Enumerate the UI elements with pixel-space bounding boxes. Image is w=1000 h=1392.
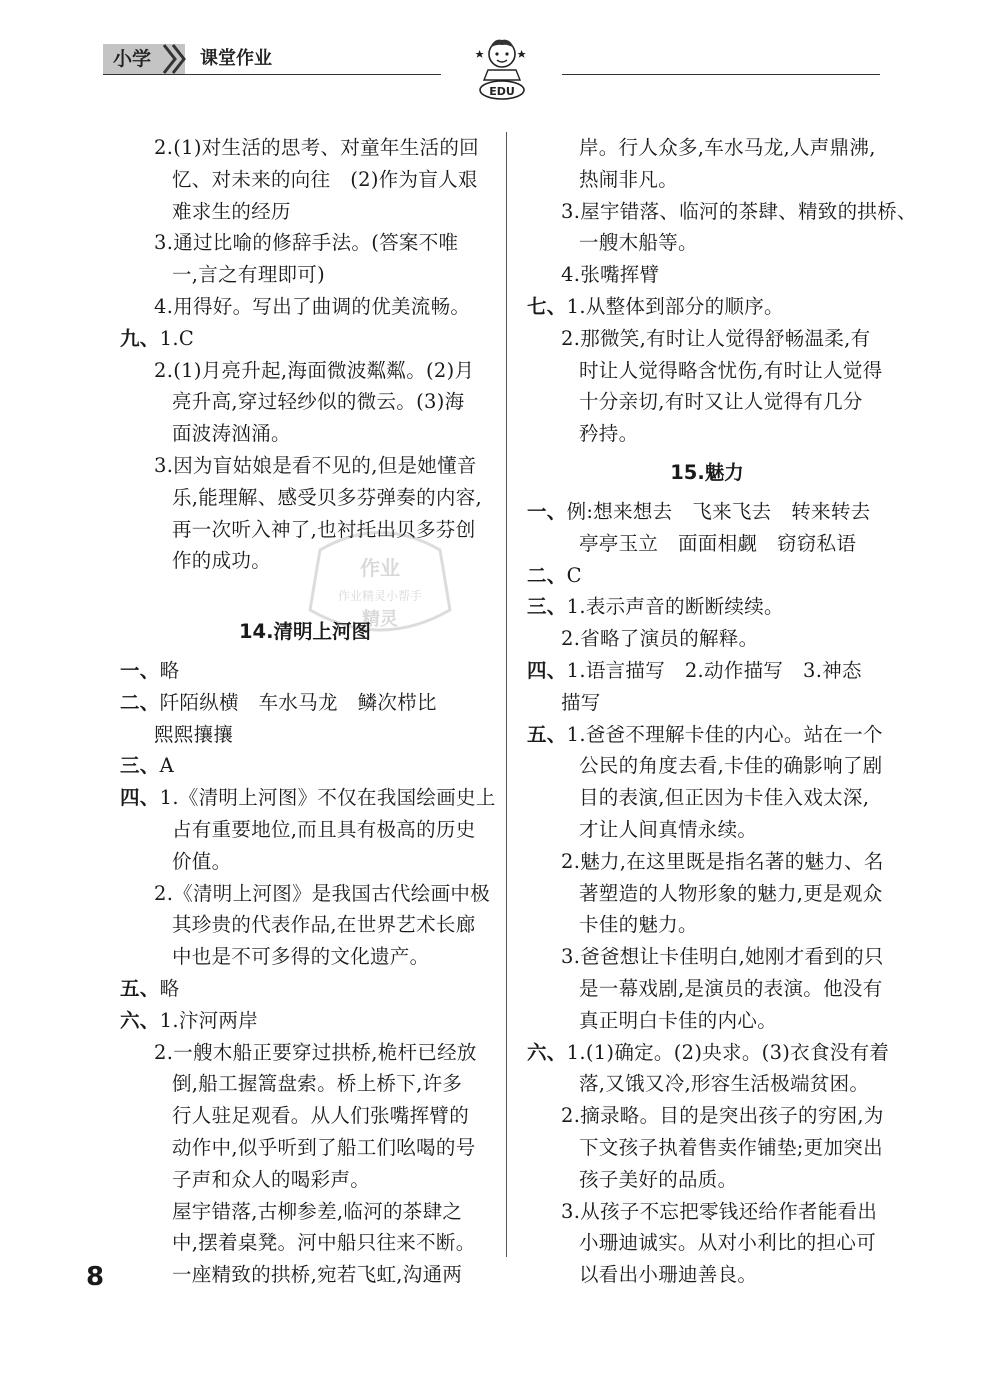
watermark-line2: 作业精灵小帮手 xyxy=(337,589,423,603)
answer-line: 以看出小珊迪善良。 xyxy=(579,1263,758,1287)
watermark-line3: 精灵 xyxy=(362,609,398,630)
answer-line: 3.爸爸想让卡佳明白,她刚才看到的只 xyxy=(561,945,884,969)
answer-line: 动作中,似乎听到了船工们吆喝的号 xyxy=(172,1135,476,1159)
answer-line: 四、1.语言描写 2.动作描写 3.神态 xyxy=(527,658,862,682)
answer-line: 三、1.表示声音的断断续续。 xyxy=(527,595,784,619)
answer-line: 九、1.C xyxy=(120,326,195,350)
answer-line: 著塑造的人物形象的魅力,更是观众 xyxy=(579,881,883,905)
answer-line: 行人驻足观看。从人们张嘴挥臂的 xyxy=(172,1104,470,1128)
answer-line: 2.(1)月亮升起,海面微波粼粼。(2)月 xyxy=(154,358,475,382)
answer-line: 一,言之有理即可) xyxy=(172,263,326,287)
section-marker: 五、 xyxy=(120,976,160,1000)
section-marker: 三、 xyxy=(527,595,567,619)
answer-line: 2.一艘木船正要穿过拱桥,桅杆已经放 xyxy=(154,1040,477,1064)
answer-line: 3.通过比喻的修辞手法。(答案不唯 xyxy=(154,231,459,255)
section-marker: 五、 xyxy=(527,722,567,746)
answer-line: 目的表演,但正因为卡佳入戏太深, xyxy=(579,786,870,810)
answer-line: 落,又饿又冷,形容生活极端贫困。 xyxy=(579,1072,870,1096)
section-marker: 六、 xyxy=(527,1040,567,1064)
answer-line: 二、阡陌纵横 车水马龙 鳞次栉比 xyxy=(120,690,437,714)
answer-line: 六、1.汴河两岸 xyxy=(120,1008,259,1032)
answer-line: 一、例:想来想去 飞来飞去 转来转去 xyxy=(527,499,871,523)
section-title: 15.魅力 xyxy=(670,460,744,484)
answer-line: 五、1.爸爸不理解卡佳的内心。站在一个 xyxy=(527,722,883,746)
watermark-line1: 作业 xyxy=(360,556,400,580)
answer-line: 2.(1)对生活的思考、对童年生活的回 xyxy=(154,136,479,159)
answer-line: 亮升高,穿过轻纱似的微云。(3)海 xyxy=(172,390,465,414)
answer-line: 3.因为盲姑娘是看不见的,但是她懂音 xyxy=(154,453,477,477)
answer-line: 4.张嘴挥臂 xyxy=(561,263,660,287)
answer-line: 占有重要地位,而且具有极高的历史 xyxy=(172,817,476,841)
section-marker: 七、 xyxy=(527,294,567,318)
column-divider xyxy=(506,132,507,1257)
answer-line: 再一次听入神了,也衬托出贝多芬创 xyxy=(172,517,476,541)
section-marker: 六、 xyxy=(120,1008,160,1032)
answer-line: 孩子美好的品质。 xyxy=(579,1167,738,1191)
answer-line: 时让人觉得略含忧伤,有时让人觉得 xyxy=(579,358,883,382)
book-title: 课堂作业 xyxy=(200,48,272,69)
section-marker: 一、 xyxy=(120,658,160,682)
answer-line: 公民的角度去看,卡佳的确影响了剧 xyxy=(579,754,883,778)
answer-line: 是一幕戏剧,是演员的表演。他没有 xyxy=(579,976,883,1000)
answer-line: 倒,船工握篙盘索。桥上桥下,许多 xyxy=(172,1072,463,1096)
answer-line: 一座精致的拱桥,宛若飞虹,沟通两 xyxy=(172,1263,463,1287)
answer-line: 才让人间真情永续。 xyxy=(579,817,758,841)
chevron-icon xyxy=(160,42,190,76)
mascot-icon xyxy=(474,36,530,102)
answer-line xyxy=(120,577,490,609)
right-column xyxy=(527,132,917,1291)
answer-line: 真正明白卡佳的内心。 xyxy=(579,1008,778,1032)
answer-line: 子声和众人的喝彩声。 xyxy=(172,1167,371,1191)
answer-line: 屋宇错落,古柳参差,临河的茶肆之 xyxy=(172,1199,463,1223)
answer-line: 六、1.(1)确定。(2)央求。(3)衣食没有着 xyxy=(527,1040,890,1064)
answer-line: 二、C xyxy=(527,563,582,587)
left-column xyxy=(120,132,496,1291)
section-marker: 九、 xyxy=(120,326,160,350)
answer-line: 中也是不可多得的文化遗产。 xyxy=(172,945,430,969)
answer-line: 小珊迪诚实。从对小利比的担心可 xyxy=(579,1231,877,1255)
answer-line: 面波涛汹涌。 xyxy=(172,422,291,446)
answer-line: 2.《清明上河图》是我国古代绘画中极 xyxy=(154,881,491,905)
header-rule-right xyxy=(562,74,880,75)
answer-line: 作的成功。 xyxy=(172,549,272,573)
section-marker: 二、 xyxy=(120,690,160,714)
answer-line: 下文孩子执着售卖作铺垫;更加突出 xyxy=(579,1135,883,1159)
section-marker: 四、 xyxy=(527,658,567,682)
section-marker: 一、 xyxy=(527,499,567,523)
answer-line: 三、A xyxy=(120,754,174,778)
answer-line: 中,摆着桌凳。河中船只往来不断。 xyxy=(172,1231,476,1255)
answer-line: 一、略 xyxy=(120,658,180,682)
answer-line: 七、1.从整体到部分的顺序。 xyxy=(527,294,784,318)
page-number: 8 xyxy=(86,1262,105,1292)
answer-line: 岸。行人众多,车水马龙,人声鼎沸, xyxy=(579,136,876,159)
answer-line: 亭亭玉立 面面相觑 窃窃私语 xyxy=(579,531,857,555)
answer-line: 四、1.《清明上河图》不仅在我国绘画史上 xyxy=(120,786,496,810)
answer-line: 难求生的经历 xyxy=(172,199,291,223)
page-header xyxy=(0,0,1000,110)
answer-line: 卡佳的魅力。 xyxy=(579,913,698,937)
section-marker: 四、 xyxy=(120,786,160,810)
mascot-label: EDU xyxy=(489,85,515,98)
answer-line: 2.那微笑,有时让人觉得舒畅温柔,有 xyxy=(561,326,871,350)
answer-line: 3.从孩子不忘把零钱还给作者能看出 xyxy=(561,1199,878,1223)
answer-line: 五、略 xyxy=(120,976,180,1000)
answer-line: 熙熙攘攘 xyxy=(154,722,234,746)
section-marker: 二、 xyxy=(527,563,567,587)
header-rule-left xyxy=(103,74,441,75)
section-title: 14.清明上河图 xyxy=(238,619,372,643)
answer-line: 忆、对未来的向往 (2)作为盲人艰 xyxy=(172,167,478,191)
grade-tag: 小学 xyxy=(103,44,185,74)
answer-line: 2.魅力,在这里既是指名著的魅力、名 xyxy=(561,849,884,873)
answer-line: 十分亲切,有时又让人觉得有几分 xyxy=(579,390,863,414)
answer-line: 2.摘录略。目的是突出孩子的穷困,为 xyxy=(561,1104,884,1128)
answer-line: 描写 xyxy=(561,690,601,714)
answer-line: 3.屋宇错落、临河的茶肆、精致的拱桥、 xyxy=(561,199,917,223)
answer-line: 其珍贵的代表作品,在世界艺术长廊 xyxy=(172,913,476,937)
answer-line: 4.用得好。写出了曲调的优美流畅。 xyxy=(154,294,471,318)
section-marker: 三、 xyxy=(120,754,160,778)
answer-line: 2.省略了演员的解释。 xyxy=(561,627,759,651)
answer-line: 热闹非凡。 xyxy=(579,167,679,191)
answer-line: 一艘木船等。 xyxy=(579,231,698,255)
answer-line: 乐,能理解、感受贝多芬弹奏的内容, xyxy=(172,485,482,509)
answer-line: 价值。 xyxy=(172,849,232,873)
answer-line: 矜持。 xyxy=(579,422,639,446)
